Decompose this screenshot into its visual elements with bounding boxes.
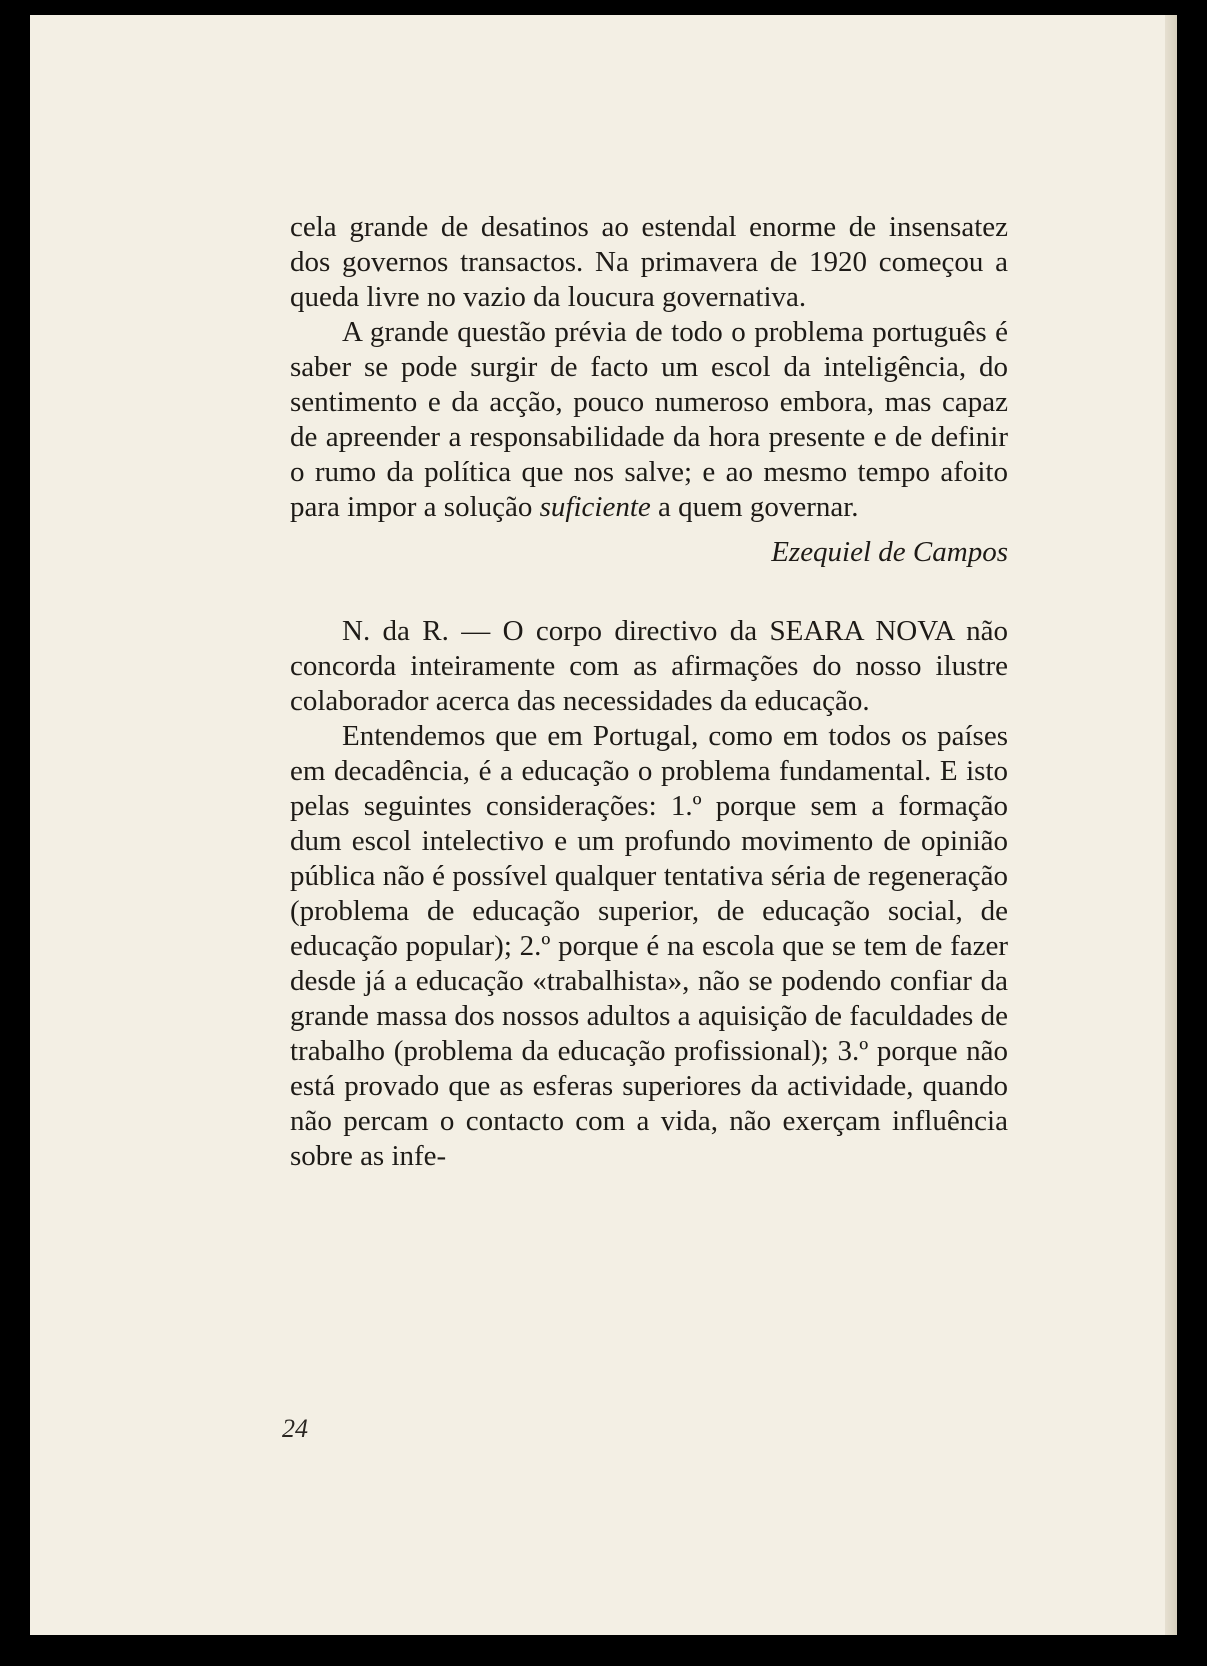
paragraph-main-question (290, 315, 1008, 525)
italic-word: suficiente (539, 491, 651, 523)
paragraph-text-part: a quem governar. (650, 491, 859, 523)
editorial-note-continuation: Entendemos que em Portugal, como em todos os países em decadência, é a educação o problema fundamental. E isto pelas seguintes considerações: 1.º porque sem a formação dum escol intelectivo e um profundo movimento de opinião pública não é possível qualquer tentativa séria de regeneração (problema de educação superior, de educação social, de educação popular); 2.º porque é na escola que se tem de fazer desde já a educação «trabalhista», não se podendo confiar da grande massa dos nossos adultos a aquisição de faculdades de trabalho (problema da educação profissional); 3.º porque não está provado que as esferas superiores da actividade, quando não percam o contacto com a vida, não exerçam influência sobre as infe- (290, 720, 1008, 1172)
paragraph-text-part: A grande questão prévia de todo o problema português é saber se pode surgir de facto um escol da inteligência, do sentimento e da acção, pouco numeroso embora, mas capaz de apreender a responsabilidade da hora presente e de definir o rumo da política que nos salve; e ao mesmo tempo afoito para impor a solução (290, 316, 1008, 523)
page-number: 24 (282, 1414, 308, 1443)
body-text (290, 210, 1008, 1174)
paragraph-continuation: cela grande de desatinos ao estendal enorme de insensatez dos governos transactos. Na primavera de 1920 começou a queda livre no vazio da loucura governativa. (290, 211, 1008, 313)
author-signature: Ezequiel de Campos (771, 536, 1008, 568)
editorial-note: N. da R. — O corpo directivo da SEARA NOVA não concorda inteiramente com as afirmações do nosso ilustre colaborador acerca das necessidades da educação. (290, 615, 1008, 717)
page-edge (1165, 15, 1177, 1635)
